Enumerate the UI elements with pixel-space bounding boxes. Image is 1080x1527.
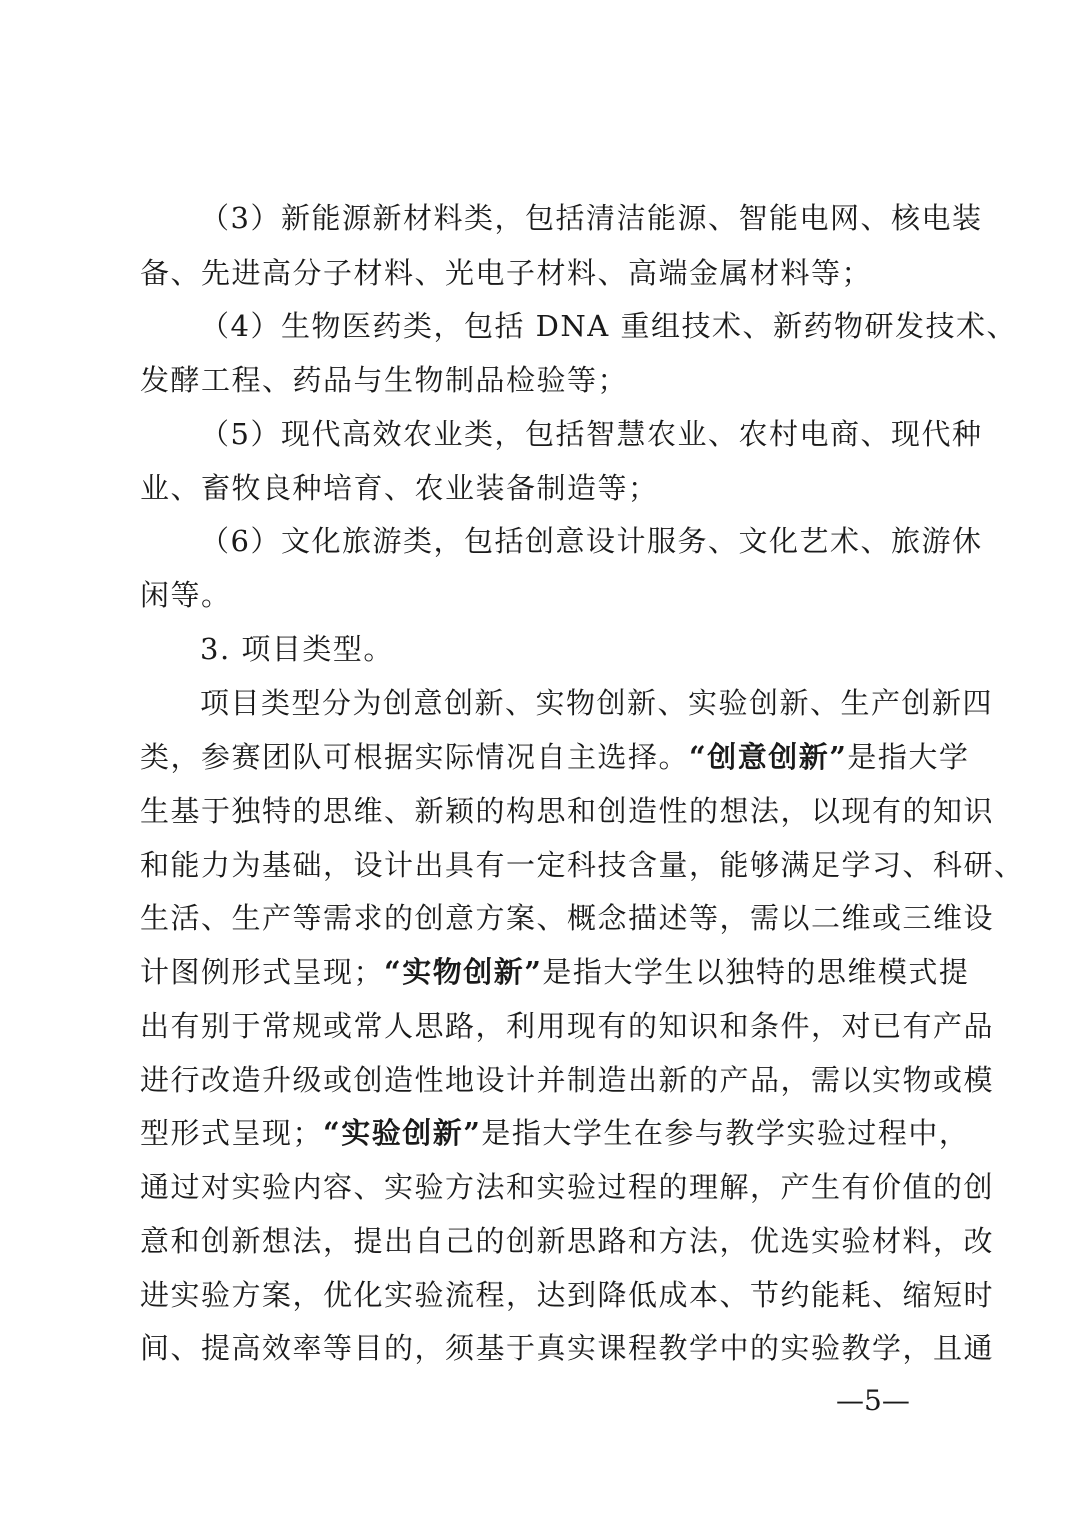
paragraph-line [140,952,970,992]
paragraph-line [140,737,970,777]
bold-term: “实验创新” [323,1116,482,1150]
page-number: —5— [836,1384,910,1417]
paragraph-line: 项目类型分为创意创新、实物创新、实验创新、生产创新四 [200,686,994,720]
paragraph-line: 进行改造升级或创造性地设计并制造出新的产品，需以实物或模 [140,1063,995,1097]
text-run: 型形式呈现； [140,1116,324,1150]
section-heading: 3. 项目类型。 [200,632,394,666]
text-run: 是指大学 [847,740,970,774]
paragraph-line: （6）文化旅游类，包括创意设计服务、文化艺术、旅游休 [200,524,983,558]
paragraph-line: 闲等。 [140,578,232,612]
text-run: 是指大学生以独特的思维模式提 [542,955,970,989]
text-run: 计图例形式呈现； [140,955,385,989]
text-run: 是指大学生在参与教学实验过程中， [481,1116,970,1150]
paragraph-line: 间、提高效率等目的，须基于真实课程教学中的实验教学，且通 [140,1331,995,1365]
paragraph-line: （4）生物医药类，包括 DNA 重组技术、新药物研发技术、 [200,309,1017,343]
paragraph-line: 发酵工程、药品与生物制品检验等； [140,363,629,397]
paragraph-line: 生活、生产等需求的创意方案、概念描述等，需以二维或三维设 [140,901,995,935]
paragraph-line: 和能力为基础，设计出具有一定科技含量，能够满足学习、科研、 [140,848,1025,882]
paragraph-line: 通过对实验内容、实验方法和实验过程的理解，产生有价值的创 [140,1170,995,1204]
bold-term: “实物创新” [384,955,543,989]
paragraph-line: 业、畜牧良种培育、农业装备制造等； [140,471,659,505]
paragraph-line: 备、先进高分子材料、光电子材料、高端金属材料等； [140,256,873,290]
paragraph-line: （3）新能源新材料类，包括清洁能源、智能电网、核电装 [200,201,983,235]
paragraph-line [140,1113,970,1153]
paragraph-line: 出有别于常规或常人思路，利用现有的知识和条件，对已有产品 [140,1009,995,1043]
bold-term: “创意创新” [689,740,848,774]
paragraph-line: 意和创新想法，提出自己的创新思路和方法，优选实验材料，改 [140,1224,995,1258]
paragraph-line: 生基于独特的思维、新颖的构思和创造性的想法，以现有的知识 [140,794,995,828]
text-run: 类，参赛团队可根据实际情况自主选择。 [140,740,690,774]
paragraph-line: （5）现代高效农业类，包括智慧农业、农村电商、现代种 [200,417,983,451]
paragraph-line: 进实验方案，优化实验流程，达到降低成本、节约能耗、缩短时 [140,1278,995,1312]
